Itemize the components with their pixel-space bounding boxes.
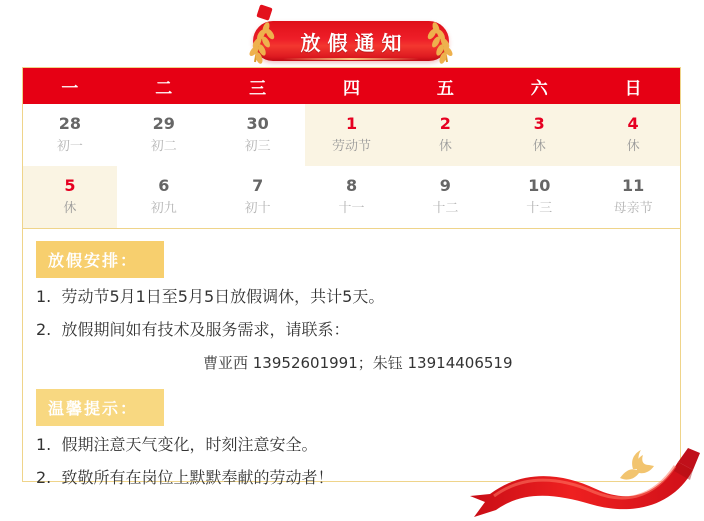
day-label: 初十 (244, 201, 271, 216)
calendar-day-cell (117, 104, 211, 166)
calendar-day-cell (23, 166, 117, 228)
day-number: 5 (64, 176, 76, 195)
calendar-day-cell (211, 166, 305, 228)
section-heading: 温馨提示： (36, 389, 164, 426)
notice-line: 2. 致敬所有在岗位上默默奉献的劳动者！ (36, 468, 334, 487)
weekday-cell: 六 (530, 78, 548, 99)
red-accent-square (256, 4, 272, 20)
calendar-day-cell (23, 104, 117, 166)
day-number: 8 (345, 176, 358, 195)
notice-line: 1. 劳动节5月1日至5月5日放假调休，共计5天。 (36, 287, 385, 306)
calendar-rows (23, 104, 680, 228)
weekday-cell: 二 (155, 78, 173, 99)
weekday-cell: 一 (61, 78, 79, 99)
day-label: 十三 (526, 201, 553, 216)
calendar-row (23, 166, 680, 228)
day-number: 29 (152, 114, 175, 133)
day-label: 休 (626, 139, 640, 154)
notice-banner (0, 0, 704, 66)
day-label: 十一 (338, 201, 365, 216)
content-box (22, 67, 681, 487)
calendar-day-cell (117, 166, 211, 228)
day-number: 11 (621, 176, 645, 195)
day-label: 初二 (150, 139, 177, 154)
day-label: 休 (532, 139, 546, 154)
calendar-day-cell (398, 166, 492, 228)
calendar-day-cell (492, 104, 586, 166)
calendar-day-cell (398, 104, 492, 166)
day-number: 30 (246, 114, 269, 133)
day-number: 10 (528, 176, 551, 195)
banner-title: 放假通知 (300, 30, 409, 55)
day-label: 劳动节 (332, 139, 372, 154)
calendar-day-cell (586, 166, 680, 228)
calendar-weekday-header (23, 68, 680, 104)
day-number: 6 (158, 176, 170, 195)
wheat-left-icon (239, 20, 275, 64)
day-number: 4 (627, 114, 639, 133)
day-label: 初一 (56, 139, 83, 154)
notice-line: 1. 假期注意天气变化，时刻注意安全。 (36, 435, 318, 454)
day-number: 3 (533, 114, 545, 133)
weekday-cell: 日 (624, 78, 642, 99)
day-number: 7 (252, 176, 264, 195)
wheat-right-icon (427, 20, 463, 64)
calendar-day-cell (305, 104, 399, 166)
day-label: 母亲节 (613, 201, 653, 216)
notice-line: 2. 放假期间如有技术及服务需求，请联系： (36, 320, 350, 339)
day-label: 休 (63, 201, 77, 216)
calendar-day-cell (586, 104, 680, 166)
calendar-day-cell (211, 104, 305, 166)
day-label: 初三 (244, 139, 271, 154)
day-label: 初九 (150, 201, 177, 216)
calendar-row (23, 104, 680, 166)
weekday-cell: 四 (343, 78, 360, 99)
banner-pill (253, 21, 449, 61)
calendar-day-cell (492, 166, 586, 228)
ribbon-decoration (460, 444, 704, 521)
day-number: 28 (58, 114, 82, 133)
day-number: 2 (439, 114, 451, 133)
notice-section (36, 229, 662, 377)
day-label: 十二 (432, 201, 459, 216)
day-label: 休 (438, 139, 452, 154)
weekday-cell: 五 (436, 78, 454, 99)
day-number: 1 (345, 114, 358, 133)
calendar (23, 68, 680, 229)
contact-line: 曹亚西 13952601991；朱钰 13914406519 (203, 354, 513, 372)
calendar-day-cell (305, 166, 399, 228)
weekday-cell: 三 (249, 78, 267, 99)
day-number: 9 (439, 176, 451, 195)
section-heading: 放假安排： (36, 241, 164, 278)
